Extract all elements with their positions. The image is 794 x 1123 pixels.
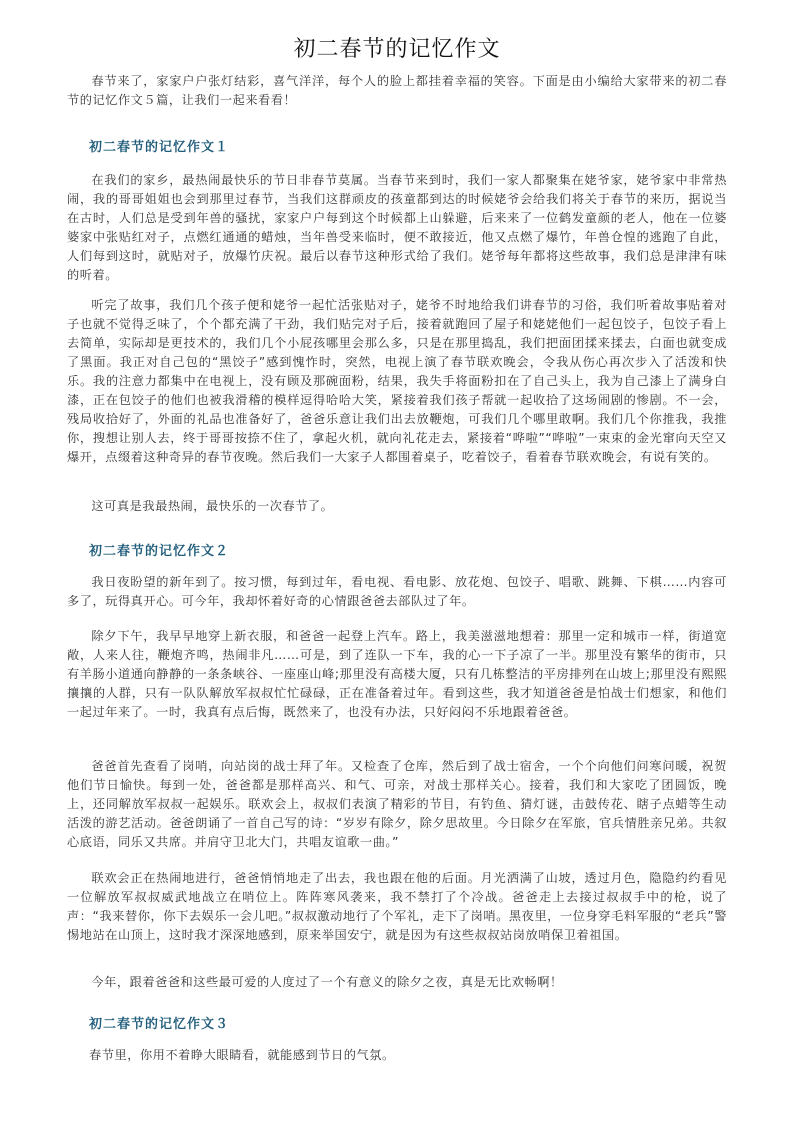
page-title: 初二春节的记忆作文: [293, 37, 501, 62]
section-3-paragraph-1: 春节里，你用不着睁大眼睛看，就能感到节日的气氛。: [89, 1048, 395, 1062]
section-2-paragraph-1: 我日夜盼望的新年到了。按习惯，每到过年，看电视、看电影、放花炮、包饺子、唱歌、跳舞、下棋……内容可多了，玩得真开心。可今年，我却怀着好奇的心情跟爸爸去部队过了年。: [67, 575, 727, 608]
section-heading-3: 初二春节的记忆作文３: [89, 1017, 230, 1032]
section-1-paragraph-1: 在我们的家乡，最热闹最快乐的节日非春节莫属。当春节来到时，我们一家人都聚集在姥爷家，姥爷家中非常热闹，我的哥哥姐姐也会到那里过春节，当我们这群顽皮的孩童都到达的时候姥爷会给我们将关于春节的来历，据说当在古时，人们总是受到年兽的骚扰，家家户户每到这个时候都上山躲避，后来来了一位鹤发童颜的老人，他在一位婆婆家中张贴红对子，点燃红通通的蜡烛，当年兽受来临时，便不敢接近，他又点燃了爆竹，年兽仓惶的逃跑了自此，人们每到这时，就贴对子，放爆竹庆祝。最后以春节这种形式给了我们。姥爷每年都将这些故事，我们总是津津有味的听着。: [67, 173, 727, 282]
section-2-paragraph-4: 联欢会正在热闹地进行，爸爸悄悄地走了出去，我也跟在他的后面。月光洒满了山坡，透过月色，隐隐约约看见一位解放军叔叔威武地战立在哨位上。阵阵寒风袭来，我不禁打了个冷战。爸爸走上去接过叔叔手中的枪，说了声：“我来替你，你下去娱乐一会儿吧。”叔叔激动地行了个军礼，走下了岗哨。黑夜里，一位身穿毛料军服的“老兵”警惕地站在山顶上，这时我才深深地感到，原来举国安宁，就是因为有这些叔叔站岗放哨保卫着祖国。: [67, 871, 727, 942]
section-2-paragraph-2: 除夕下午，我早早地穿上新衣服，和爸爸一起登上汽车。路上，我美滋滋地想着：那里一定和城市一样，街道宽敞，人来人往，鞭炮齐鸣，热闹非凡……可是，到了连队一下车，我的心一下子凉了一半。那里没有繁华的街市，只有羊肠小道通向静静的一条条峡谷、一座座山峰;那里没有高楼大厦，只有几栋整洁的平房排列在山坡上;那里没有熙熙攘攘的人群，只有一队队解放军叔叔忙忙碌碌，正在准备着过年。看到这些，我才知道爸爸是怕战士们想家，和他们一起过年来了。一时，我真有点后悔，既然来了，也没有办法，只好闷闷不乐地跟着爸爸。: [67, 629, 727, 719]
section-heading-1: 初二春节的记忆作文１: [89, 140, 230, 155]
section-1-paragraph-3: 这可真是我最热闹，最快乐的一次春节了。: [91, 499, 334, 513]
section-1-paragraph-2: 听完了故事，我们几个孩子便和姥爷一起忙活张贴对子，姥爷不时地给我们讲春节的习俗，我们听着故事贴着对子也就不觉得乏味了，个个都充满了干劲，我们贴完对子后，接着就跑回了屋子和姥姥他们一起包饺子，包饺子看上去简单，实际却是更技术的，我们几个小屁孩哪里会那么多，只是在那里捣乱，我们把面团揉来揉去，白面也就变成了黑面。我正对自己包的“黑饺子”感到愧怍时，突然，电视上演了春节联欢晚会，令我从伤心再次步入了活泼和快乐。我的注意力都集中在电视上，没有顾及那碗面粉，结果，我失手将面粉扣在了自己头上，我为自己漆上了满身白漆，正在包饺子的他们也被我滑稽的模样逗得哈哈大笑，紧接着我们孩子帮就一起收拾了这场闹剧的惨剧。不一会，残局收拾好了，外面的礼品也准备好了，爸爸乐意让我们出去放鞭炮，可我们几个哪里敢啊。我们几个你推我，我推你，搜想让别人去，终于哥哥按捺不住了，拿起火机，就向礼花走去，紧接着“哗啦”“哗啦”一束束的金光窜向天空又爆开，点缀着这种奇异的春节夜晚。然后我们一大家子人都围着桌子，吃着饺子，看着春节联欢晚会，有说有笑的。: [67, 298, 727, 464]
section-2-paragraph-3: 爸爸首先查看了岗哨，向站岗的战士拜了年。又检查了仓库，然后到了战士宿舍，一个个向他们问寒问暖，祝贺他们节日愉快。每到一处，爸爸都是那样高兴、和气、可亲，对战士那样关心。接着，我们和大家吃了团圆饭，晚上，还同解放军叔叔一起娱乐。联欢会上，叔叔们表演了精彩的节目，有钓鱼、猜灯谜，击鼓传花、瞎子点蜡等生动活泼的游艺活动。爸爸朗诵了一首自己写的诗：“岁岁有除夕，除夕思故里。今日除夕在军旅，官兵情胜亲兄弟。共叙心底语，同乐又共席。并肩守卫北大门，共唱友谊歌一曲。”: [67, 759, 727, 849]
section-heading-2: 初二春节的记忆作文２: [89, 544, 230, 559]
section-2-paragraph-5: 今年，跟着爸爸和这些最可爱的人度过了一个有意义的除夕之夜，真是无比欢畅啊！: [91, 975, 563, 989]
intro-paragraph: 春节来了，家家户户张灯结彩，喜气洋洋，每个人的脸上都挂着幸福的笑容。下面是由小编给大家带来的初二春节的记忆作文５篇，让我们一起来看看！: [67, 74, 727, 107]
